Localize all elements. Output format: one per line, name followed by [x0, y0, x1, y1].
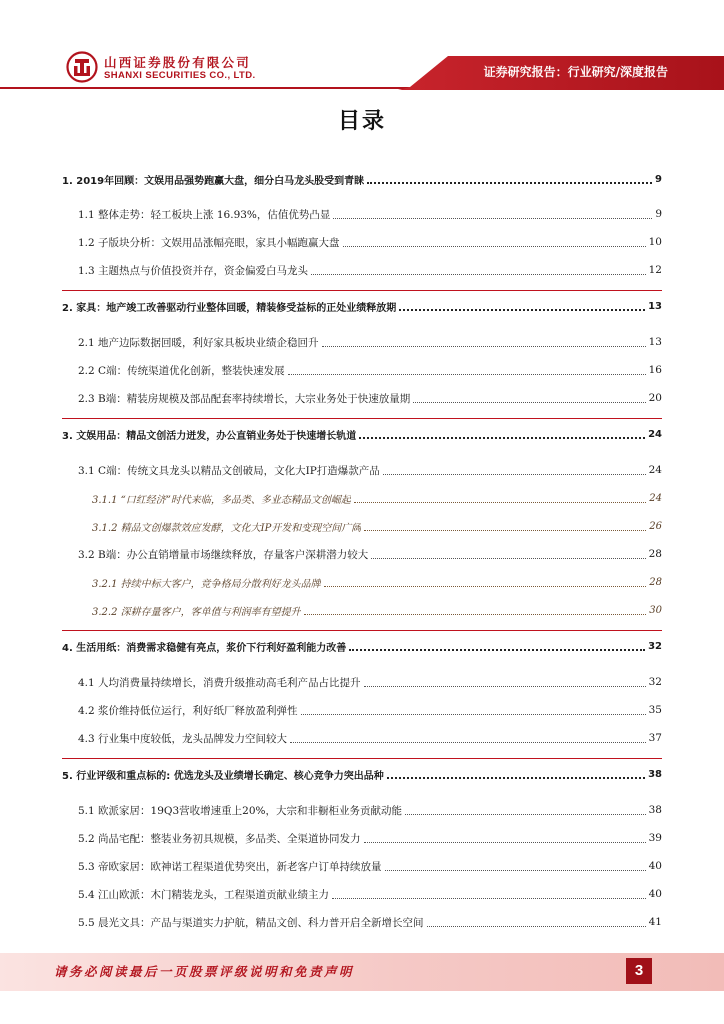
- toc-entry[interactable]: [62, 883, 662, 905]
- toc-entry-page: 40: [648, 888, 662, 900]
- toc-entry-page: 39: [648, 832, 662, 844]
- toc-entry-title: 3.2.2 深耕存量客户，客单值与利润率有望提升: [92, 606, 301, 618]
- toc-entry[interactable]: [62, 459, 662, 481]
- toc-entry-page: 28: [649, 576, 662, 588]
- toc-entry-page: 16: [648, 364, 662, 376]
- disclaimer-text: 请务必阅读最后一页股票评级说明和免责声明: [54, 964, 355, 979]
- dot-leader: [288, 374, 646, 375]
- toc-entry-title: 4. 生活用纸：消费需求稳健有亮点，浆价下行利好盈利能力改善: [62, 642, 347, 654]
- toc-entry[interactable]: [62, 911, 662, 933]
- toc-entry[interactable]: [62, 571, 662, 593]
- dot-leader: [311, 274, 646, 275]
- toc-entry-page: 38: [648, 768, 662, 780]
- toc-entry-title: 1. 2019年回顾：文娱用品强势跑赢大盘，细分白马龙头股受到青睐: [62, 175, 365, 187]
- toc-entry[interactable]: [62, 203, 662, 225]
- toc-entry[interactable]: [62, 259, 662, 281]
- toc-entry-title: 5.1 欧派家居：19Q3营收增速重上20%，大宗和非橱柜业务贡献动能: [78, 804, 403, 817]
- toc-entry-page: 35: [648, 704, 662, 716]
- company-name-en: SHANXI SECURITIES CO., LTD.: [104, 70, 256, 81]
- section-divider: [62, 630, 662, 631]
- toc-entry-page: 41: [648, 916, 662, 928]
- toc-entry-page: 24: [648, 428, 662, 440]
- dot-leader: [367, 182, 652, 184]
- toc-entry[interactable]: [62, 599, 662, 621]
- toc-entry-title: 5. 行业评级和重点标的: 优选龙头及业绩增长确定、核心竞争力突出品种: [62, 770, 384, 782]
- toc-entry[interactable]: [62, 827, 662, 849]
- toc-entry-title: 3.1.2 精品文创爆款效应发酵，文化大IP开发和变现空间广阔: [92, 522, 362, 534]
- toc-entry[interactable]: [62, 763, 662, 785]
- toc-entry-page: 24: [649, 492, 662, 504]
- toc-entry-page: 26: [649, 520, 662, 532]
- toc-entry[interactable]: [62, 799, 662, 821]
- report-type-label: 证券研究报告：行业研究/深度报告: [483, 65, 668, 79]
- toc-entry-page: 10: [648, 236, 662, 248]
- toc-entry-title: 2.1 地产边际数据回暖，利好家具板块业绩企稳回升: [78, 336, 319, 349]
- toc-entry-page: 13: [648, 300, 662, 312]
- dot-leader: [349, 649, 645, 651]
- toc-entry[interactable]: [62, 515, 662, 537]
- dot-leader: [413, 402, 645, 403]
- dot-leader: [332, 898, 646, 899]
- toc-entry-page: 28: [648, 548, 662, 560]
- toc-entry-title: 5.2 尚品宅配：整装业务初具规模，多品类、全渠道协同发力: [78, 832, 361, 845]
- section-divider: [62, 418, 662, 419]
- toc-entry-title: 5.5 晨光文具：产品与渠道实力护航，精品文创、科力普开启全新增长空间: [78, 916, 424, 929]
- toc-entry-title: 3.2.1 持续中标大客户，竞争格局分散利好龙头品牌: [92, 578, 321, 590]
- dot-leader: [427, 926, 646, 927]
- page-title: 目录: [337, 109, 386, 134]
- toc-entry-title: 5.3 帝欧家居：欧神诺工程渠道优势突出，新老客户订单持续放量: [78, 860, 382, 873]
- toc-entry-title: 1.1 整体走势：轻工板块上涨 16.93%，估值优势凸显: [78, 208, 331, 221]
- toc-entry-title: 4.3 行业集中度较低，龙头品牌发力空间较大: [78, 732, 288, 745]
- toc-entry-title: 3.1.1 “口红经济”时代来临，多品类、多业态精品文创崛起: [92, 494, 351, 506]
- toc-entry-page: 37: [648, 732, 662, 744]
- toc-entry-page: 40: [648, 860, 662, 872]
- toc-entry-title: 2.2 C端：传统渠道优化创新，整装快速发展: [78, 364, 285, 377]
- dot-leader: [387, 777, 645, 779]
- dot-leader: [343, 246, 646, 247]
- toc-entry[interactable]: [62, 855, 662, 877]
- dot-leader: [290, 742, 646, 743]
- page-number: 3: [626, 958, 652, 984]
- toc-entry[interactable]: [62, 231, 662, 253]
- toc-entry-title: 2. 家具：地产竣工改善驱动行业整体回暖，精装修受益标的正处业绩释放期: [62, 302, 397, 314]
- toc-entry[interactable]: [62, 635, 662, 657]
- page-header: [0, 0, 724, 100]
- toc-entry[interactable]: [62, 359, 662, 381]
- dot-leader: [364, 530, 646, 531]
- dot-leader: [304, 614, 647, 615]
- dot-leader: [333, 218, 652, 219]
- toc-entry-page: 32: [648, 676, 662, 688]
- toc-entry[interactable]: [62, 331, 662, 353]
- dot-leader: [301, 714, 646, 715]
- toc-entry[interactable]: [62, 295, 662, 317]
- toc-entry[interactable]: [62, 699, 662, 721]
- section-divider: [62, 758, 662, 759]
- toc-entry-title: 4.2 浆价维持低位运行，利好纸厂释放盈利弹性: [78, 704, 298, 717]
- toc-entry[interactable]: [62, 671, 662, 693]
- toc-entry[interactable]: [62, 387, 662, 409]
- dot-leader: [385, 870, 646, 871]
- toc-entry-page: 20: [648, 392, 662, 404]
- toc-entry-title: 3. 文娱用品：精品文创活力迸发，办公直销业务处于快速增长轨道: [62, 430, 357, 442]
- toc-entry-title: 1.2 子版块分析：文娱用品涨幅亮眼，家具小幅跑赢大盘: [78, 236, 340, 249]
- toc-entry-page: 13: [648, 336, 662, 348]
- dot-leader: [383, 474, 646, 475]
- dot-leader: [324, 586, 647, 587]
- toc-entry-page: 30: [649, 604, 662, 616]
- toc-entry[interactable]: [62, 727, 662, 749]
- toc-entry[interactable]: [62, 423, 662, 445]
- toc-entry-title: 4.1 人均消费量持续增长，消费升级推动高毛利产品占比提升: [78, 676, 361, 689]
- toc-entry-title: 3.2 B端：办公直销增量市场继续释放，存量客户深耕潜力较大: [78, 548, 369, 561]
- toc-entry[interactable]: [62, 168, 662, 190]
- dot-leader: [364, 842, 646, 843]
- toc-entry-title: 2.3 B端：精装房规模及部品配套率持续增长，大宗业务处于快速放量期: [78, 392, 411, 405]
- dot-leader: [354, 502, 646, 503]
- dot-leader: [399, 309, 645, 311]
- toc-entry-page: 24: [648, 464, 662, 476]
- toc-entry-title: 3.1 C端：传统文具龙头以精品文创破局，文化大IP打造爆款产品: [78, 464, 380, 477]
- toc-entry-page: 12: [648, 264, 662, 276]
- toc-entry-page: 9: [655, 208, 662, 220]
- toc-entry-title: 1.3 主题热点与价值投资并存，资金偏爱白马龙头: [78, 264, 309, 277]
- dot-leader: [322, 346, 646, 347]
- dot-leader: [405, 814, 646, 815]
- toc-entry[interactable]: [62, 487, 662, 509]
- toc-entry-page: 9: [655, 173, 662, 185]
- dot-leader: [364, 686, 646, 687]
- toc-entry-title: 5.4 江山欧派：木门精装龙头，工程渠道贡献业绩主力: [78, 888, 330, 901]
- dot-leader: [371, 558, 645, 559]
- company-name-cn: 山西证券股份有限公司: [104, 55, 252, 70]
- toc-entry[interactable]: [62, 543, 662, 565]
- section-divider: [62, 290, 662, 291]
- toc-entry-page: 38: [648, 804, 662, 816]
- dot-leader: [359, 437, 645, 439]
- toc-entry-page: 32: [648, 640, 662, 652]
